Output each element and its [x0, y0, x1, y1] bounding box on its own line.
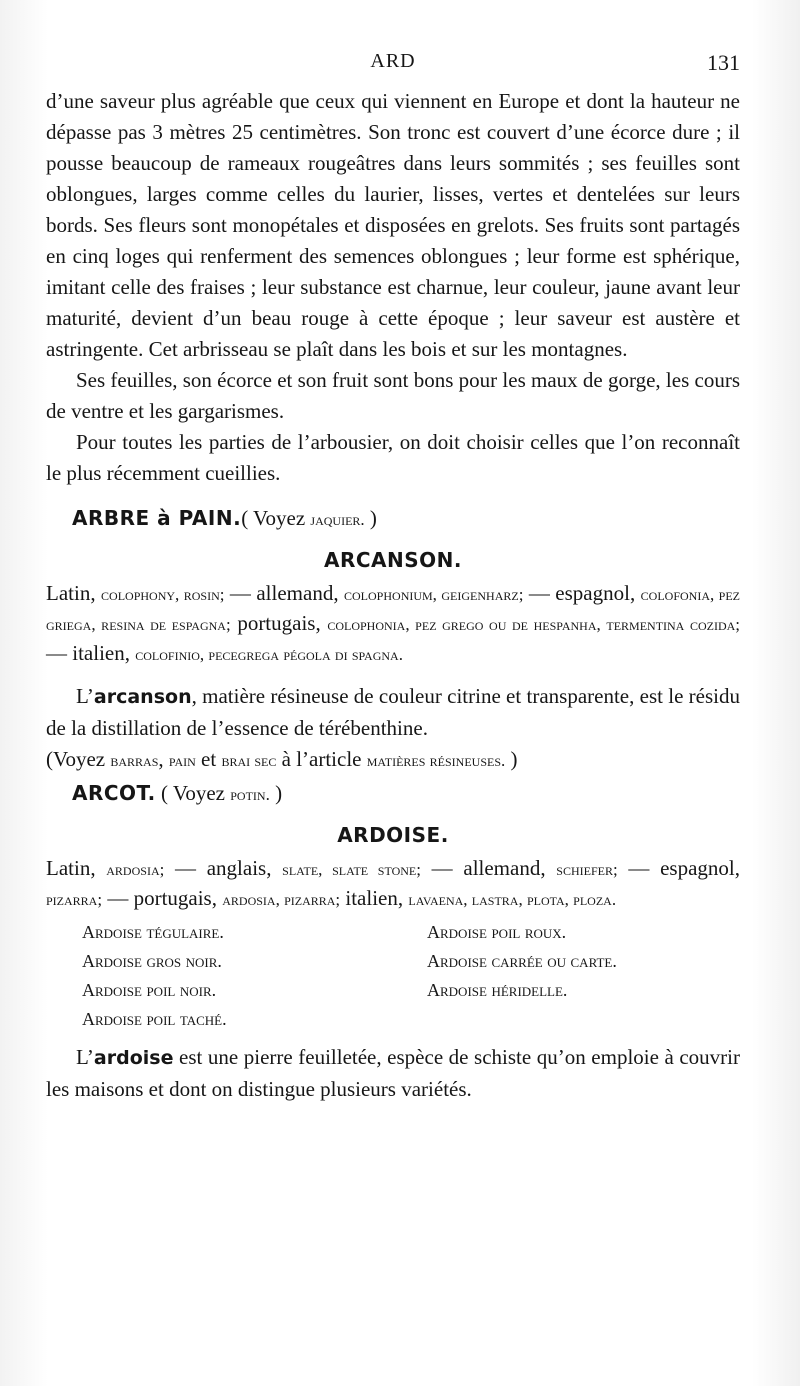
variety-item: Ardoise carrée ou carte.: [427, 951, 617, 971]
cross-ref-open: ( Voyez: [155, 781, 231, 805]
italian-names: lavaena, lastra, plota, ploza.: [408, 890, 617, 909]
portuguese-label: portugais,: [237, 611, 328, 635]
see-also-arcanson: [46, 744, 740, 776]
bold-term-ardoise: ardoise: [93, 1047, 174, 1069]
heading-arcanson: ARCANSON.: [323, 548, 462, 572]
definition-text: est une pierre feuilletée, espèce de schiste qu’on emploie à couvrir les maisons et dont on distingue plusieurs variétés.: [46, 1045, 740, 1101]
see-matieres-resineuses: matières résineuses.: [366, 751, 506, 770]
portuguese-names: ardosia, pizarra;: [222, 890, 341, 909]
variety-item: Ardoise poil taché.: [82, 1009, 227, 1029]
variety-item: Ardoise tégulaire.: [82, 922, 224, 942]
variety-item: Ardoise poil roux.: [427, 922, 567, 942]
page-number: 131: [707, 50, 740, 75]
cross-ref-open: ( Voyez: [241, 506, 311, 530]
paragraph-arbousier-description: d’une saveur plus agréable que ceux qui viennent en Europe et dont la hauteur ne dépasse pas 3 mètres 25 centimètres. Son tronc est couvert d’une écorce dure ; il pousse beaucoup de rameaux rougeâtres dans leurs sommités ; ses feuilles sont oblongues, larges comme celles du laurier, lisses, vertes et dentelées sur leurs bords. Ses fleurs sont monopétales et disposées en grelots. Ses fruits sont partagés en cinq loges qui renferment des semences oblongues ; leur forme est sphérique, imitant celle des fraises ; leur substance est charnue, leur couleur, jaune avant leur maturité, devient d’un beau rouge à cette époque ; leur saveur est austère et astringente. Cet arbrisseau se plaît dans les bois et sur les montagnes.: [46, 89, 740, 361]
spacer: [46, 489, 740, 501]
ardoise-varieties-list: [46, 918, 740, 1034]
cross-ref-close: ): [269, 781, 283, 805]
headword-arcot: ARCOT.: [72, 781, 156, 805]
see-open: (Voyez: [46, 747, 111, 771]
dash-separator: — allemand,: [224, 581, 345, 605]
entry-arbre-a-pain: [46, 501, 740, 537]
definition-ardoise: [46, 1042, 740, 1105]
page-header: [46, 50, 740, 84]
german-names: colophonium, geigenharz;: [344, 585, 524, 604]
page-body: [46, 86, 740, 1105]
translations-arcanson: [46, 579, 740, 669]
see-barras: barras: [110, 751, 159, 770]
definition-arcanson: [46, 681, 740, 744]
heading-ardoise: ARDOISE.: [337, 823, 449, 847]
see-brai-sec: brai sec: [221, 751, 277, 770]
latin-label: Latin,: [46, 581, 96, 605]
english-names: slate, slate stone;: [282, 860, 421, 879]
latin-names: colophony, rosin;: [101, 585, 225, 604]
spanish-names: colofonia, pez griega, resina de espagna;: [46, 585, 741, 634]
dash-separator: — espagnol,: [523, 581, 641, 605]
entry-arcot: [46, 776, 740, 812]
variety-item: Ardoise gros noir.: [82, 951, 222, 971]
italian-label: italien,: [345, 886, 409, 910]
portuguese-names: colophonia, pez grego ou de hespanha, termentina cozida;: [327, 615, 741, 634]
italian-names: colofinio, pecegrega pégola di spagna.: [135, 645, 403, 664]
dash-separator: — portugais,: [102, 886, 223, 910]
cross-ref-potin: potin.: [230, 785, 270, 804]
spanish-names: pizarra;: [46, 890, 103, 909]
running-head: ARD: [370, 50, 416, 72]
see-close: ): [505, 747, 518, 771]
dash-separator: — anglais,: [164, 856, 283, 880]
paragraph-arbousier-uses: Ses feuilles, son écorce et son fruit sont bons pour les maux de gorge, les cours de ventre et les gargarismes.: [46, 368, 740, 423]
cross-ref-jaquier: jaquier.: [310, 510, 365, 529]
see-mid: à l’article: [276, 747, 367, 771]
paragraph-arbousier-selection: Pour toutes les parties de l’arbousier, on doit choisir celles que l’on reconnaît le plus récemment cueillies.: [46, 430, 740, 485]
variety-item: Ardoise poil noir.: [82, 980, 217, 1000]
spacer: [46, 669, 740, 681]
dash-separator: — italien,: [46, 641, 136, 665]
translations-ardoise: [46, 854, 740, 914]
german-names: schiefer;: [556, 860, 618, 879]
definition-lead: L’: [76, 684, 94, 708]
dash-separator: — espagnol,: [617, 856, 740, 880]
see-and: et: [195, 747, 222, 771]
variety-item: Ardoise héridelle.: [427, 980, 568, 1000]
latin-label: Latin,: [46, 856, 107, 880]
dash-separator: — allemand,: [420, 856, 557, 880]
see-pain: pain: [168, 751, 196, 770]
definition-text: , matière résineuse de couleur citrine et transparente, est le résidu de la distillation de l’essence de térébenthine.: [46, 684, 740, 740]
headword-arbre-a-pain: ARBRE à PAIN.: [72, 506, 242, 530]
cross-ref-close: ): [364, 506, 377, 530]
definition-lead: L’: [76, 1045, 94, 1069]
latin-names: ardosia;: [106, 860, 165, 879]
bold-term-arcanson: arcanson: [93, 686, 192, 708]
see-sep: ,: [158, 747, 169, 771]
